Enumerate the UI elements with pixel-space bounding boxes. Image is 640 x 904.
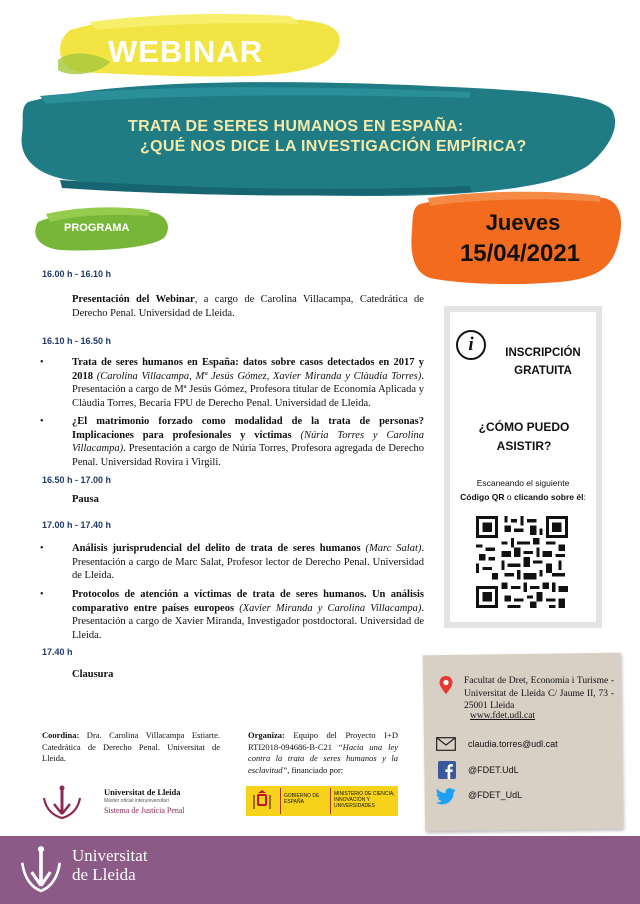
programa-label: PROGRAMA bbox=[64, 222, 130, 234]
project-title: “Hacia una ley contra la trata de seres humanos y la esclavitud” bbox=[248, 741, 398, 775]
item-title: Presentación del Webinar bbox=[72, 294, 195, 305]
address-text: Facultat de Dret, Economia i Turisme - Universitat de Lleida C/ Jaume II, 73 - 25001 Lleida bbox=[464, 676, 614, 711]
email-link[interactable]: claudia.torres@udl.cat bbox=[468, 739, 558, 749]
website-link[interactable]: www.fdet.udl.cat bbox=[470, 711, 536, 721]
udl-emblem-icon bbox=[40, 784, 84, 820]
schedule-item-presentacion bbox=[72, 293, 424, 320]
pausa-label: Pausa bbox=[72, 494, 99, 505]
time-slot-1: 16.00 h - 16.10 h bbox=[42, 269, 112, 279]
facebook-icon[interactable] bbox=[438, 761, 456, 779]
twitter-icon[interactable] bbox=[436, 788, 456, 805]
udl-footer-emblem-icon bbox=[18, 844, 64, 894]
coat-of-arms-icon bbox=[250, 789, 274, 813]
time-slot-4: 17.00 h - 17.40 h bbox=[42, 520, 112, 530]
coordina-block bbox=[42, 730, 220, 765]
item-description: . Presentación a cargo de Núria Torres, Profesora agregada de Derecho Penal. Universidad Rovira i Virgili. bbox=[72, 443, 424, 468]
qr-code-icon[interactable] bbox=[476, 516, 568, 608]
organiza-block: Organiza: Equipo del Proyecto I+D RTI2018-094686-B-C21 “Hacia una ley contra la trata de seres humanos y la esclavitud”, financiado por: bbox=[248, 730, 398, 775]
item-description: . Presentación a cargo de Marc Salat, Profesor lector de Derecho Penal. Universidad de Lleida. bbox=[72, 543, 424, 581]
bullet-icon: • bbox=[40, 357, 44, 368]
event-title-line2: ¿QUÉ NOS DICE LA INVESTIGACIÓN EMPÍRICA? bbox=[140, 138, 527, 155]
facebook-handle[interactable]: @FDET.UdL bbox=[468, 765, 519, 775]
event-date: 15/04/2021 bbox=[459, 240, 581, 267]
item-authors: (Marc Salat) bbox=[365, 543, 422, 554]
udl-small-sub1: Màster oficial interuniversitari bbox=[104, 798, 169, 804]
item-description: , a cargo de Carolina Villacampa, Catedrática de Derecho Penal. Universidad de Lleida. bbox=[72, 294, 424, 319]
gov-label: GOBIERNO DE ESPAÑA bbox=[284, 793, 320, 805]
info-icon: i bbox=[456, 330, 486, 360]
item-authors: (Xavier Miranda y Carolina Villacampa) bbox=[239, 602, 422, 614]
schedule-item-protocolos bbox=[40, 588, 424, 642]
gobierno-logo bbox=[246, 786, 398, 816]
item-description: . Presentación a cargo de Xavier Miranda, Investigador postdoctoral. Universidad de Lleida. bbox=[72, 602, 424, 641]
time-slot-3: 16.50 h - 17.00 h bbox=[42, 475, 112, 485]
item-description: . Presentación a cargo de Mª Jesús Gómez, Profesora titular de Economía Aplicada y Clàudia Torres, Becaria FPU de Derecho Penal. Universidad de Lleida. bbox=[72, 370, 425, 409]
location-pin-icon bbox=[438, 675, 454, 695]
schedule-item-matrimonio bbox=[40, 415, 424, 469]
item-authors: (Núria Torres y Carolina Villacampa) bbox=[72, 429, 424, 454]
como-asistir-heading: ¿CÓMO PUEDO ASISTIR? bbox=[478, 420, 570, 453]
item-authors: (Carolina Villacampa, Mª Jesús Gómez, Xavier Miranda y Clàudia Torres) bbox=[96, 370, 422, 382]
udl-small-name: Universitat de Lleida bbox=[104, 787, 181, 797]
item-title: Trata de seres humanos en España: datos sobre casos detectados en 2017 y 2018 bbox=[72, 357, 424, 382]
webinar-heading: WEBINAR bbox=[108, 34, 264, 69]
twitter-handle[interactable]: @FDET_UdL bbox=[468, 790, 523, 800]
bullet-icon: • bbox=[40, 543, 44, 554]
ministry-label: MINISTERIO DE CIENCIA, INNOVACIÓN Y UNIVERSIDADES bbox=[334, 791, 395, 809]
item-title: Protocolos de atención a víctimas de trata de seres humanos. Un análisis comparativo entre países europeos bbox=[72, 589, 424, 614]
event-day: Jueves bbox=[485, 210, 561, 235]
inscripcion-gratuita: INSCRIPCIÓN GRATUITA bbox=[505, 347, 581, 377]
time-slot-2: 16.10 h - 16.50 h bbox=[42, 336, 112, 346]
scan-instructions: Escaneando el siguiente Código QR o clicando sobre él: bbox=[460, 478, 586, 502]
organiza-label: Organiza: bbox=[248, 730, 285, 740]
coordina-text: Dra. Carolina Villacampa Estiarte. Catedrática de Derecho Penal. Universitat de Lleida. bbox=[42, 730, 220, 763]
item-title: Análisis jurisprudencial del delito de trata de seres humanos bbox=[72, 543, 361, 554]
schedule-item-datos bbox=[40, 356, 425, 410]
clausura-label: Clausura bbox=[72, 669, 114, 680]
bullet-icon: • bbox=[40, 416, 44, 427]
time-slot-5: 17.40 h bbox=[42, 647, 73, 657]
schedule-item-jurisprudencial bbox=[40, 542, 424, 583]
udl-small-sub2: Sistema de Justícia Penal bbox=[104, 806, 185, 815]
coordina-label: Coordina: bbox=[42, 730, 80, 740]
bullet-icon: • bbox=[40, 589, 44, 600]
item-title: ¿El matrimonio forzado como modalidad de la trata de personas? Implicaciones para profesionales y víctimas bbox=[72, 416, 424, 441]
event-title-line1: TRATA DE SERES HUMANOS EN ESPAÑA: bbox=[128, 118, 464, 135]
envelope-icon bbox=[436, 737, 456, 751]
footer-university-name: Universitat de Lleida bbox=[72, 846, 148, 884]
